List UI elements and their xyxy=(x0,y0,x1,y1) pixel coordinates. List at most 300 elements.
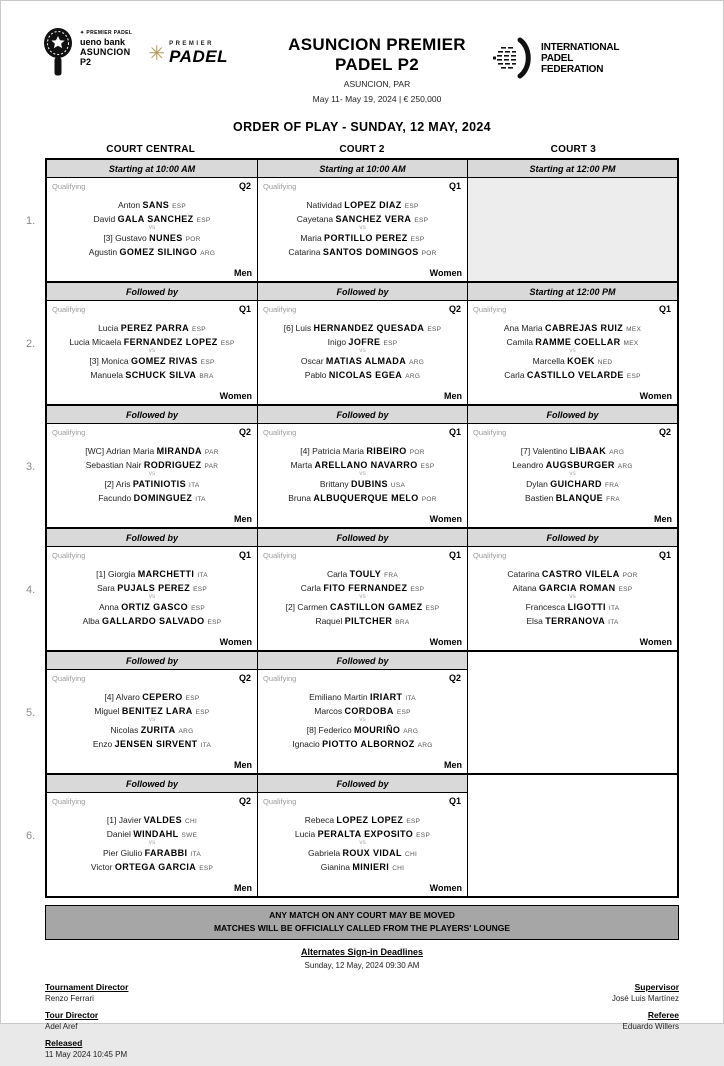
match-body xyxy=(468,424,677,527)
match-cell xyxy=(257,775,467,896)
asuncion-p2-logo xyxy=(41,27,132,81)
player-line: Bruna ALBUQUERQUE MELO POR xyxy=(288,492,437,503)
player-line: Elsa TERRANOVA ITA xyxy=(526,615,619,626)
round-badge: Q2 xyxy=(238,427,251,437)
player-country: FRA xyxy=(384,572,399,580)
round-badge: Q1 xyxy=(238,550,251,560)
player-line: Anna ORTIZ GASCO ESP xyxy=(98,602,206,613)
player-surname: GARCIA ROMAN xyxy=(539,582,616,593)
player-country: POR xyxy=(185,236,201,244)
player-line: Marta ARELLANO NAVARRO ESP xyxy=(290,459,435,470)
schedule xyxy=(26,144,679,898)
tournament-location: ASUNCION, PAR xyxy=(343,79,411,89)
match-body xyxy=(47,178,257,281)
row-number: 3. xyxy=(26,460,36,473)
player-country: SWE xyxy=(181,831,198,839)
stage-label: Qualifying xyxy=(52,797,86,806)
player-country: ESP xyxy=(410,585,425,593)
player-surname: TERRANOVA xyxy=(545,615,606,626)
notice-banner xyxy=(45,905,679,940)
player-country: ARG xyxy=(609,449,625,457)
player-line: Victor ORTEGA GARCIA ESP xyxy=(90,861,214,872)
vs-label: vs xyxy=(148,839,156,847)
player-country: ARG xyxy=(200,249,216,257)
round-badge: Q2 xyxy=(448,673,461,683)
player-line: [1] Giorgia MARCHETTI ITA xyxy=(96,569,208,580)
asuncion-p2-wordmark xyxy=(80,27,132,81)
match-cell xyxy=(467,406,677,527)
player-country: POR xyxy=(409,449,425,457)
player-surname: PIOTTO ALBORNOZ xyxy=(322,738,415,749)
player-country: ESP xyxy=(618,585,633,593)
premier-padel-tagline: ✦ PREMIER PADEL xyxy=(80,30,133,36)
released-datetime: 11 May 2024 10:45 PM xyxy=(45,1049,128,1059)
notice-line-1: ANY MATCH ON ANY COURT MAY BE MOVED xyxy=(269,910,455,920)
cell-time-header: Starting at 10:00 AM xyxy=(47,160,257,178)
player-lines xyxy=(258,670,467,773)
player-country: ESP xyxy=(383,339,398,347)
player-country: ARG xyxy=(417,741,433,749)
player-line: Maria PORTILLO PEREZ ESP xyxy=(300,233,425,244)
player-line: Nicolas ZURITA ARG xyxy=(110,725,194,736)
schedule-row xyxy=(26,404,677,527)
gender-label: Women xyxy=(219,391,252,401)
player-surname: JENSEN SIRVENT xyxy=(114,738,198,749)
tour-director-block xyxy=(45,1010,128,1031)
officials-left xyxy=(45,982,128,1066)
row-number: 6. xyxy=(26,829,36,842)
gender-label: Women xyxy=(429,883,462,893)
player-line: [WC] Adrian Maria MIRANDA PAR xyxy=(85,446,219,457)
player-surname: ORTEGA GARCIA xyxy=(114,861,197,872)
player-line: [4] Alvaro CEPERO ESP xyxy=(104,692,200,703)
player-surname: GALA SANCHEZ xyxy=(117,213,194,224)
premier-padel-wordmark xyxy=(169,41,228,67)
player-surname: ARELLANO NAVARRO xyxy=(314,459,418,470)
cell-time-header: Followed by xyxy=(258,775,467,793)
player-line: Catarina CASTRO VILELA POR xyxy=(507,569,638,580)
player-country: ARG xyxy=(409,359,425,367)
player-lines xyxy=(258,424,467,527)
player-surname: DOMINGUEZ xyxy=(133,492,193,503)
stage-label: Qualifying xyxy=(52,305,86,314)
fip-line-2: PADEL xyxy=(541,52,574,64)
player-surname: PORTILLO PEREZ xyxy=(324,233,408,244)
gender-label: Men xyxy=(444,391,462,401)
player-country: MEX xyxy=(626,326,642,334)
gender-label: Men xyxy=(234,883,252,893)
player-surname: PILTCHER xyxy=(344,615,393,626)
player-surname: CASTILLON GAMEZ xyxy=(329,602,423,613)
match-body xyxy=(47,424,257,527)
player-line: Camila RAMME COELLAR MEX xyxy=(506,336,639,347)
tournament-director-block xyxy=(45,982,128,1003)
player-country: ITA xyxy=(608,605,620,613)
player-surname: PUJALS PEREZ xyxy=(117,582,191,593)
player-surname: CASTILLO VELARDE xyxy=(526,369,624,380)
player-lines xyxy=(258,547,467,650)
cell-time-header: Starting at 12:00 PM xyxy=(468,283,677,301)
player-line: Oscar MATIAS ALMADA ARG xyxy=(300,356,425,367)
player-surname: CASTRO VILELA xyxy=(541,569,620,580)
player-country: FRA xyxy=(604,482,619,490)
court-headers xyxy=(45,144,679,155)
player-surname: BLANQUE xyxy=(555,492,604,503)
vs-label: vs xyxy=(148,224,156,232)
player-surname: LOPEZ DIAZ xyxy=(344,200,402,211)
cell-time-header: Followed by xyxy=(47,775,257,793)
match-body xyxy=(258,793,467,896)
cell-time-header: Followed by xyxy=(258,406,467,424)
ueno-bank-label: ueno bank xyxy=(80,36,126,47)
player-country: ITA xyxy=(200,741,212,749)
stage-label: Qualifying xyxy=(473,428,507,437)
player-country: ESP xyxy=(404,203,419,211)
stage-label: Qualifying xyxy=(263,674,297,683)
cell-time-header: Followed by xyxy=(258,652,467,670)
match-body xyxy=(468,547,677,650)
player-line: Facundo DOMINGUEZ ITA xyxy=(98,492,206,503)
match-cell xyxy=(467,775,677,896)
gold-star-icon: ✳ xyxy=(148,43,166,65)
player-lines xyxy=(258,301,467,404)
player-surname: PEREZ PARRA xyxy=(120,323,189,334)
stage-label: Qualifying xyxy=(263,182,297,191)
player-surname: MIRANDA xyxy=(156,446,202,457)
referee-label: Referee xyxy=(647,1009,679,1020)
player-country: ESP xyxy=(196,216,211,224)
player-country: ESP xyxy=(220,339,235,347)
player-country: ITA xyxy=(190,851,201,859)
player-surname: CEPERO xyxy=(142,692,183,703)
player-country: ESP xyxy=(191,605,206,613)
player-country: ITA xyxy=(405,695,416,703)
player-surname: NUNES xyxy=(149,233,183,244)
player-surname: MATIAS ALMADA xyxy=(325,356,407,367)
player-line: Lucia Micaela FERNANDEZ LOPEZ ESP xyxy=(69,336,235,347)
tournament-logos xyxy=(41,27,261,81)
player-line: [1] Javier VALDES CHI xyxy=(106,815,198,826)
fip-wordmark xyxy=(541,42,619,75)
player-country: ESP xyxy=(192,326,206,334)
premier-label: PREMIER xyxy=(169,41,214,47)
player-lines xyxy=(47,670,257,773)
player-lines xyxy=(258,793,467,896)
player-lines xyxy=(468,547,677,650)
player-country: ESP xyxy=(626,372,641,380)
row-number: 5. xyxy=(26,706,36,719)
gender-label: Women xyxy=(429,268,462,278)
player-line: Lucia PERALTA EXPOSITO ESP xyxy=(294,828,431,839)
vs-label: vs xyxy=(148,347,156,355)
cell-time-header: Starting at 10:00 AM xyxy=(258,160,467,178)
page-header xyxy=(1,27,723,104)
gender-label: Men xyxy=(234,268,252,278)
court-2-header: COURT 2 xyxy=(339,144,385,155)
player-surname: KOEK xyxy=(567,356,595,367)
player-line: Enzo JENSEN SIRVENT ITA xyxy=(92,738,212,749)
vs-label: vs xyxy=(359,224,366,232)
player-lines xyxy=(47,424,257,527)
match-cell xyxy=(47,160,257,281)
stage-label: Qualifying xyxy=(52,182,86,191)
premier-padel-logo xyxy=(148,27,228,67)
round-badge: Q1 xyxy=(448,181,461,191)
match-body xyxy=(258,301,467,404)
player-line: Anton SANS ESP xyxy=(117,200,187,211)
tournament-director-name: Renzo Ferrari xyxy=(45,993,94,1003)
player-line: Gabriela ROUX VIDAL CHI xyxy=(307,848,418,859)
officials xyxy=(45,982,679,1066)
stage-label: Qualifying xyxy=(52,428,86,437)
fip-icon xyxy=(493,37,535,79)
player-country: BRA xyxy=(395,618,410,626)
player-country: ITA xyxy=(197,572,208,580)
supervisor-name: José Luis Martínez xyxy=(611,993,679,1003)
vs-label: vs xyxy=(359,593,366,601)
round-badge: Q1 xyxy=(448,550,461,560)
player-surname: BENITEZ LARA xyxy=(121,705,193,716)
gender-label: Women xyxy=(429,514,462,524)
round-badge: Q2 xyxy=(658,427,671,437)
player-country: POR xyxy=(622,572,638,580)
gender-label: Men xyxy=(234,514,252,524)
match-cell xyxy=(47,529,257,650)
cell-time-header: Followed by xyxy=(258,283,467,301)
player-line: Cayetana SANCHEZ VERA ESP xyxy=(296,213,429,224)
court-central-header: COURT CENTRAL xyxy=(106,144,196,155)
player-country: NED xyxy=(597,359,613,367)
gender-label: Women xyxy=(639,637,672,647)
round-badge: Q1 xyxy=(448,796,461,806)
player-line: Miguel BENITEZ LARA ESP xyxy=(94,705,210,716)
player-country: ESP xyxy=(406,818,421,826)
stage-label: Qualifying xyxy=(473,305,507,314)
player-lines xyxy=(47,547,257,650)
match-cell xyxy=(47,283,257,404)
player-country: ESP xyxy=(199,864,214,872)
player-lines xyxy=(258,178,467,281)
gender-label: Women xyxy=(429,637,462,647)
player-surname: GALLARDO SALVADO xyxy=(101,615,205,626)
stage-label: Qualifying xyxy=(52,674,86,683)
referee-name: Eduardo Willers xyxy=(622,1021,679,1031)
player-surname: SANS xyxy=(142,200,170,211)
player-country: POR xyxy=(421,249,437,257)
player-line: Natividad LOPEZ DIAZ ESP xyxy=(306,200,419,211)
player-surname: RIBEIRO xyxy=(366,446,407,457)
player-surname: ALBUQUERQUE MELO xyxy=(313,492,419,503)
player-line: Lucia PEREZ PARRA ESP xyxy=(98,323,206,334)
schedule-row xyxy=(26,160,677,281)
round-badge: Q2 xyxy=(238,796,251,806)
player-line: Dylan GUICHARD FRA xyxy=(526,479,619,490)
cell-time-header: Starting at 12:00 PM xyxy=(468,160,677,178)
player-line: Marcos CORDOBA ESP xyxy=(314,705,411,716)
vs-label: vs xyxy=(359,470,366,478)
player-surname: GOMEZ SILINGO xyxy=(119,246,198,257)
player-surname: AUGSBURGER xyxy=(545,459,615,470)
player-line: Marcella KOEK NED xyxy=(532,356,613,367)
player-surname: SCHUCK SILVA xyxy=(125,369,197,380)
player-line: [7] Valentino LIBAAK ARG xyxy=(520,446,625,457)
player-surname: FARABBI xyxy=(144,848,188,859)
cell-time-header: Followed by xyxy=(468,406,677,424)
player-line: Rebeca LOPEZ LOPEZ ESP xyxy=(304,815,421,826)
player-surname: GOMEZ RIVAS xyxy=(130,356,198,367)
player-line: Brittany DUBINS USA xyxy=(319,479,406,490)
tournament-director-label: Tournament Director xyxy=(45,981,129,992)
player-surname: LIGOTTI xyxy=(567,602,606,613)
player-line: Emiliano Martin IRIART ITA xyxy=(309,692,416,703)
player-surname: CABREJAS RUIZ xyxy=(544,323,624,334)
released-block xyxy=(45,1038,128,1059)
court-3-header: COURT 3 xyxy=(550,144,596,155)
player-surname: ORTIZ GASCO xyxy=(121,602,189,613)
player-country: MEX xyxy=(623,339,639,347)
player-line: [2] Aris PATINIOTIS ITA xyxy=(104,479,200,490)
player-country: ESP xyxy=(410,236,425,244)
stage-label: Qualifying xyxy=(52,551,86,560)
referee-block xyxy=(612,1010,679,1031)
match-cell xyxy=(257,406,467,527)
alternates-label: Alternates Sign-in Deadlines xyxy=(300,946,424,957)
match-cell xyxy=(257,529,467,650)
player-country: ARG xyxy=(178,728,194,736)
gender-label: Women xyxy=(639,391,672,401)
player-surname: NICOLAS EGEA xyxy=(328,369,403,380)
player-line: [8] Federico MOURIÑO ARG xyxy=(306,725,419,736)
player-country: CHI xyxy=(185,818,198,826)
player-line: Manuela SCHUCK SILVA BRA xyxy=(90,369,214,380)
match-body xyxy=(468,178,677,281)
player-surname: ZURITA xyxy=(140,725,176,736)
padel-label: PADEL xyxy=(169,47,228,66)
match-cell xyxy=(257,283,467,404)
match-body xyxy=(258,670,467,773)
player-country: PAR xyxy=(204,449,219,457)
player-line: Agustin GOMEZ SILINGO ARG xyxy=(88,246,216,257)
match-body xyxy=(47,670,257,773)
player-surname: IRIART xyxy=(370,692,403,703)
alternates-block xyxy=(1,947,723,970)
player-surname: MOURIÑO xyxy=(353,725,401,736)
tour-director-name: Adel Aref xyxy=(45,1021,78,1031)
match-body xyxy=(258,178,467,281)
match-cell xyxy=(47,652,257,773)
player-line: Inigo JOFRE ESP xyxy=(327,336,398,347)
player-surname: HERNANDEZ QUESADA xyxy=(313,323,425,334)
player-line: [6] Luis HERNANDEZ QUESADA ESP xyxy=(283,323,442,334)
match-cell xyxy=(467,283,677,404)
match-cell xyxy=(47,406,257,527)
match-cell xyxy=(257,160,467,281)
player-line: Carla CASTILLO VELARDE ESP xyxy=(504,369,641,380)
player-line: Catarina SANTOS DOMINGOS POR xyxy=(288,246,437,257)
player-line: [2] Carmen CASTILLON GAMEZ ESP xyxy=(285,602,440,613)
player-country: PAR xyxy=(204,462,219,470)
order-of-play-title: ORDER OF PLAY - SUNDAY, 12 MAY, 2024 xyxy=(233,120,491,134)
tournament-dates-prize: May 11- May 19, 2024 | € 250,000 xyxy=(312,94,442,104)
fip-line-3: FEDERATION xyxy=(541,63,604,75)
vs-label: vs xyxy=(148,470,156,478)
player-surname: PATINIOTIS xyxy=(132,479,186,490)
player-surname: LOPEZ LOPEZ xyxy=(336,815,404,826)
player-surname: FERNANDEZ LOPEZ xyxy=(123,336,218,347)
stage-label: Qualifying xyxy=(263,551,297,560)
player-country: ESP xyxy=(396,708,411,716)
player-country: ESP xyxy=(427,326,442,334)
player-line: Pablo NICOLAS EGEA ARG xyxy=(304,369,421,380)
player-country: ESP xyxy=(195,708,210,716)
player-country: CHI xyxy=(404,851,418,859)
row-number: 1. xyxy=(26,214,36,227)
gender-label: Men xyxy=(444,760,462,770)
round-badge: Q2 xyxy=(448,304,461,314)
stage-label: Qualifying xyxy=(263,305,297,314)
round-badge: Q1 xyxy=(658,304,671,314)
player-country: ARG xyxy=(617,462,633,470)
gender-label: Women xyxy=(219,637,252,647)
player-country: ESP xyxy=(172,203,187,211)
player-line: [3] Monica GOMEZ RIVAS ESP xyxy=(89,356,215,367)
player-line: Sebastian Nair RODRIGUEZ PAR xyxy=(85,459,219,470)
schedule-row xyxy=(26,650,677,773)
match-cell xyxy=(467,160,677,281)
player-lines xyxy=(468,424,677,527)
schedule-grid xyxy=(26,158,679,898)
stage-label: Qualifying xyxy=(473,551,507,560)
cell-time-header: Followed by xyxy=(47,406,257,424)
player-lines xyxy=(47,178,257,281)
p2-label: P2 xyxy=(80,57,92,68)
player-surname: JOFRE xyxy=(348,336,381,347)
match-body xyxy=(47,793,257,896)
player-country: ARG xyxy=(405,372,421,380)
player-country: ESP xyxy=(425,605,440,613)
vs-label: vs xyxy=(148,593,156,601)
match-body xyxy=(258,547,467,650)
schedule-row xyxy=(26,773,677,896)
player-line: Leandro AUGSBURGER ARG xyxy=(512,459,633,470)
stage-label: Qualifying xyxy=(263,428,297,437)
player-country: BRA xyxy=(199,372,214,380)
player-line: Carla TOULY FRA xyxy=(326,569,399,580)
player-country: ITA xyxy=(195,495,206,503)
supervisor-label: Supervisor xyxy=(634,981,679,992)
row-number: 2. xyxy=(26,337,36,350)
match-body xyxy=(258,424,467,527)
tournament-title: ASUNCION PREMIER PADEL P2 xyxy=(288,35,466,74)
round-badge: Q1 xyxy=(448,427,461,437)
alternates-deadline: Sunday, 12 May, 2024 09:30 AM xyxy=(304,960,420,970)
player-surname: WINDAHL xyxy=(133,828,179,839)
player-country: ARG xyxy=(403,728,419,736)
cell-time-header: Followed by xyxy=(258,529,467,547)
round-badge: Q2 xyxy=(238,181,251,191)
match-body xyxy=(47,301,257,404)
cell-time-header: Followed by xyxy=(47,283,257,301)
match-cell xyxy=(467,529,677,650)
player-surname: CORDOBA xyxy=(344,705,394,716)
player-country: ESP xyxy=(414,216,429,224)
player-line: Carla FITO FERNANDEZ ESP xyxy=(300,582,425,593)
player-line: [4] Patricia Maria RIBEIRO POR xyxy=(300,446,425,457)
player-country: ITA xyxy=(188,482,200,490)
player-line: Francesca LIGOTTI ITA xyxy=(525,602,620,613)
player-lines xyxy=(47,301,257,404)
player-country: ESP xyxy=(207,618,222,626)
